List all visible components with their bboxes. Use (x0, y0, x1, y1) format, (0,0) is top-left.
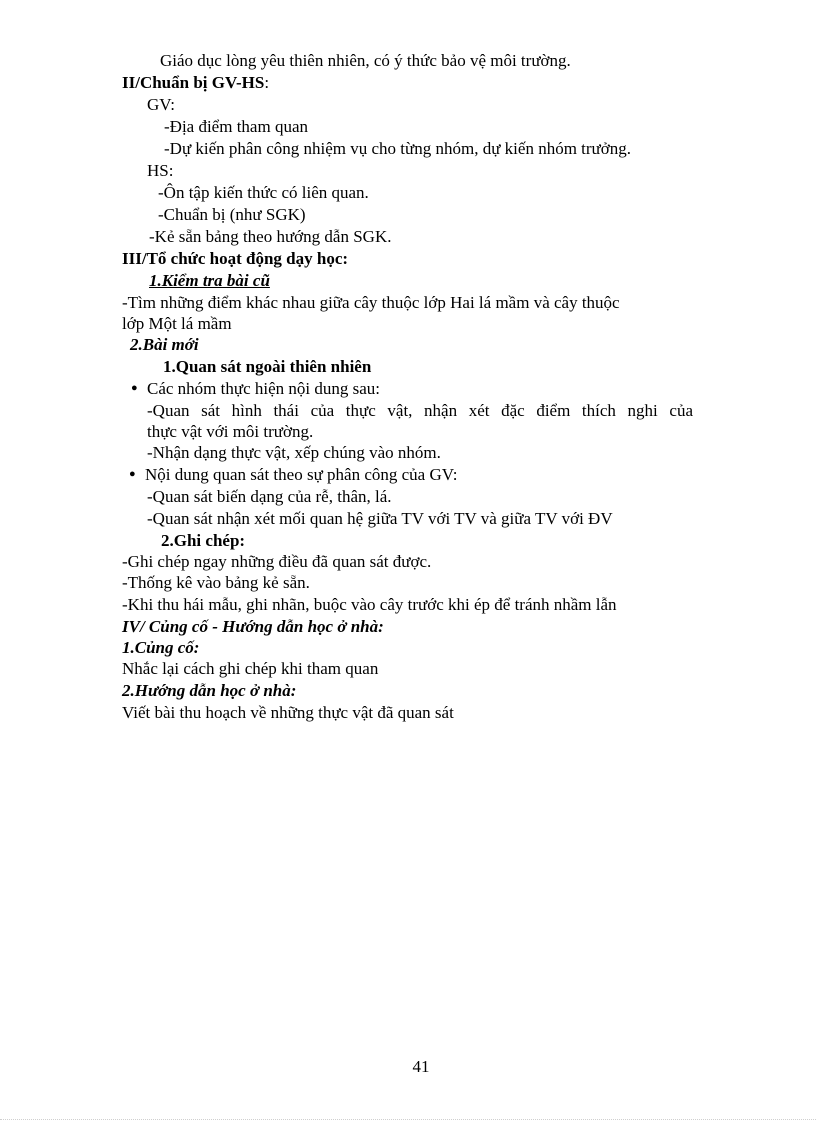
student-item-1: -Ôn tập kiến thức có liên quan. (158, 183, 369, 202)
subheading-consolidation: 1.Củng cố: (122, 638, 200, 657)
bullet-dot: ● (129, 468, 136, 480)
subheading-review: 1.Kiểm tra bài cũ (149, 271, 270, 290)
subheading-observe-nature: 1.Quan sát ngoài thiên nhiên (163, 357, 372, 376)
student-item-3: -Kẻ sẵn bảng theo hướng dẫn SGK. (149, 227, 392, 246)
notes-item-3: -Khi thu hái mẫu, ghi nhãn, buộc vào cây trước khi ép để tránh nhầm lẫn (122, 595, 617, 614)
bullet-observation-content: Nội dung quan sát theo sự phân công của GV: (145, 465, 458, 484)
review-question-line-2: lớp Một lá mầm (122, 314, 232, 333)
teacher-label: GV: (147, 95, 176, 114)
homework-text: Viết bài thu hoạch về những thực vật đã quan sát (122, 703, 454, 722)
page-number: 41 (412, 1057, 430, 1076)
page-edge-divider (0, 1119, 816, 1120)
bullet-dot: ● (131, 382, 138, 394)
teacher-item-1: -Địa điểm tham quan (164, 117, 308, 136)
review-question-line-1: -Tìm những điểm khác nhau giữa cây thuộc lớp Hai lá mầm và cây thuộc (122, 293, 620, 312)
identify-plants-line: -Nhận dạng thực vật, xếp chúng vào nhóm. (147, 443, 441, 462)
heading-colon: : (264, 73, 270, 92)
student-label: HS: (147, 161, 174, 180)
observe-modification-line: -Quan sát biến dạng của rễ, thân, lá. (147, 487, 392, 506)
subheading-notes: 2.Ghi chép: (161, 531, 246, 550)
section-heading-activities: III/Tổ chức hoạt động dạy học: (122, 249, 349, 268)
observe-relationship-line: -Quan sát nhận xét mối quan hệ giữa TV với TV và giữa TV với ĐV (147, 509, 613, 528)
subheading-new-lesson: 2.Bài mới (130, 335, 199, 354)
section-heading-consolidation: IV/ Củng cố - Hướng dẫn học ở nhà: (122, 617, 384, 636)
notes-item-1: -Ghi chép ngay những điều đã quan sát được. (122, 552, 432, 571)
observe-morphology-line-2: thực vật với môi trường. (147, 422, 314, 441)
subheading-homework: 2.Hướng dẫn học ở nhà: (122, 681, 297, 700)
consolidation-text: Nhắc lại cách ghi chép khi tham quan (122, 659, 379, 678)
bullet-groups-task: Các nhóm thực hiện nội dung sau: (147, 379, 381, 398)
goal-line: Giáo dục lòng yêu thiên nhiên, có ý thức bảo vệ môi trường. (160, 51, 571, 70)
observe-morphology-line-1: -Quan sát hình thái của thực vật, nhận xét đặc điểm thích nghi của (147, 401, 693, 420)
teacher-item-2: -Dự kiến phân công nhiệm vụ cho từng nhóm, dự kiến nhóm trưởng. (164, 139, 632, 158)
heading-text: II/Chuẩn bị GV-HS (122, 73, 265, 92)
section-heading-preparation (122, 72, 269, 93)
student-item-2: -Chuẩn bị (như SGK) (158, 205, 306, 224)
notes-item-2: -Thống kê vào bảng kẻ sẵn. (122, 573, 310, 592)
